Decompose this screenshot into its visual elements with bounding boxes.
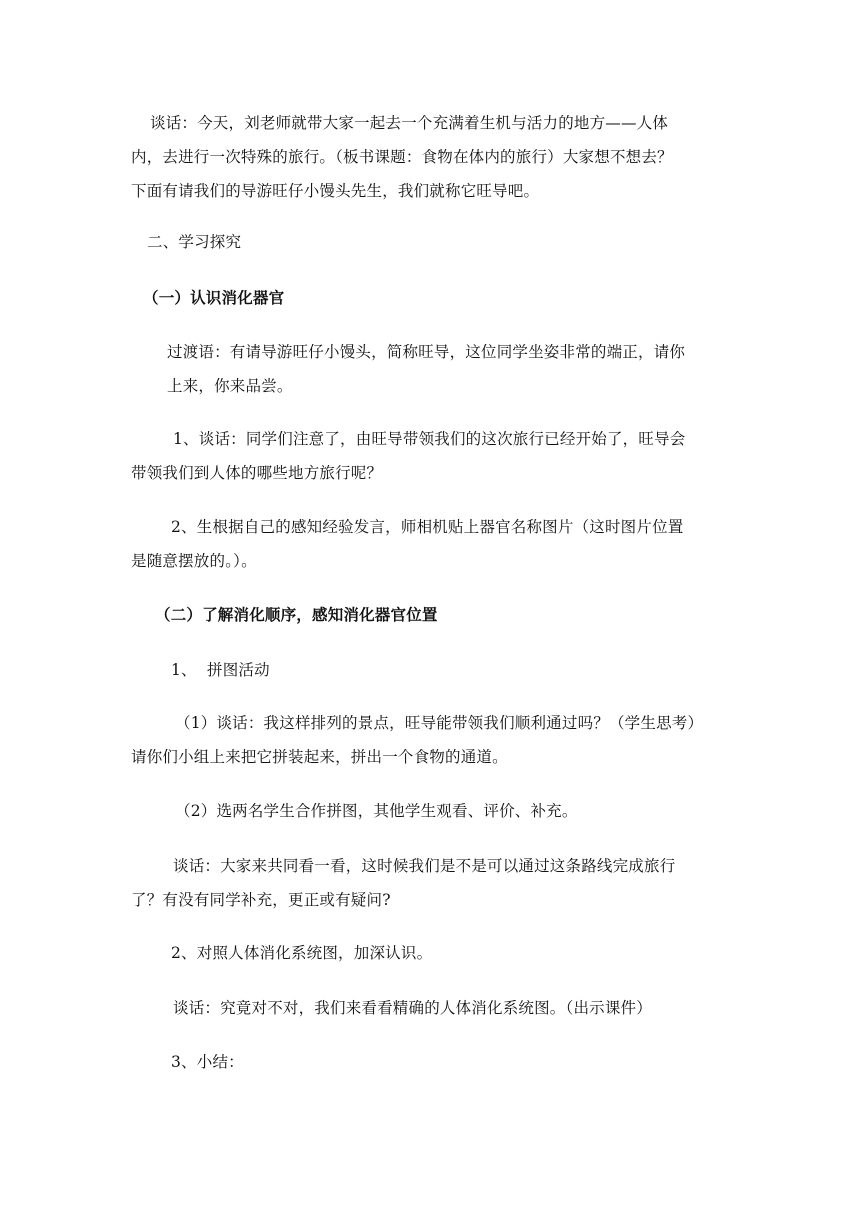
text-line: 1、谈话：同学们注意了，由旺导带领我们的这次旅行已经开始了，旺导会 [173, 430, 686, 448]
text-line: 2、对照人体消化系统图，加深认识。 [171, 944, 433, 962]
text-line: 请你们小组上来把它拼装起来，拼出一个食物的通道。 [131, 748, 508, 766]
talk-paragraph [131, 991, 731, 1025]
text-line: 下面有请我们的导游旺仔小馒头先生，我们就称它旺导吧。 [131, 182, 540, 200]
text-line: 二、学习探究 [147, 233, 242, 251]
text-line: （一）认识消化器官 [143, 288, 285, 307]
intro-paragraph [131, 106, 731, 208]
text-line: 内，去进行一次特殊的旅行。（板书课题：食物在体内的旅行）大家想不想去？ [131, 148, 673, 166]
text-line: 谈话：究竟对不对，我们来看看精确的人体消化系统图。（出示课件） [173, 999, 652, 1017]
text-line: 带领我们到人体的哪些地方旅行呢？ [131, 464, 383, 482]
section-heading [131, 225, 731, 259]
text-line: 谈话：大家来共同看一看，这时候我们是不是可以通过这条路线完成旅行 [173, 857, 676, 875]
activity-paragraph [131, 706, 731, 774]
text-line: 1、 拼图活动 [171, 661, 270, 679]
text-line: 是随意摆放的。）。 [131, 552, 257, 570]
text-line: 2、生根据自己的感知经验发言，师相机贴上器官名称图片（这时图片位置 [171, 518, 684, 536]
activity-heading [131, 653, 731, 687]
item-paragraph [131, 936, 731, 970]
subsection-heading [131, 598, 731, 632]
text-line: 了？有没有同学补充，更正或有疑问? [131, 891, 391, 909]
text-line: 过渡语：有请导游旺仔小馒头，简称旺导，这位同学坐姿非常的端正，请你 [167, 343, 686, 361]
activity-paragraph [131, 794, 731, 828]
summary-heading [131, 1045, 731, 1079]
subsection-heading [131, 281, 731, 315]
text-line: （2）选两名学生合作拼图，其他学生观看、评价、补充。 [175, 802, 578, 820]
text-line: （二）了解消化顺序，感知消化器官位置 [155, 605, 438, 624]
item-paragraph [131, 510, 731, 578]
item-paragraph [131, 422, 731, 490]
text-line: 谈话：今天，刘老师就带大家一起去一个充满着生机与活力的地方——人体 [150, 114, 669, 132]
text-line: 3、小结： [171, 1053, 244, 1071]
transition-paragraph [167, 335, 737, 403]
text-line: 上来，你来品尝。 [167, 377, 293, 395]
talk-paragraph [131, 849, 731, 917]
text-line: （1）谈话：我这样排列的景点，旺导能带领我们顺利通过吗？（学生思考） [175, 714, 704, 732]
